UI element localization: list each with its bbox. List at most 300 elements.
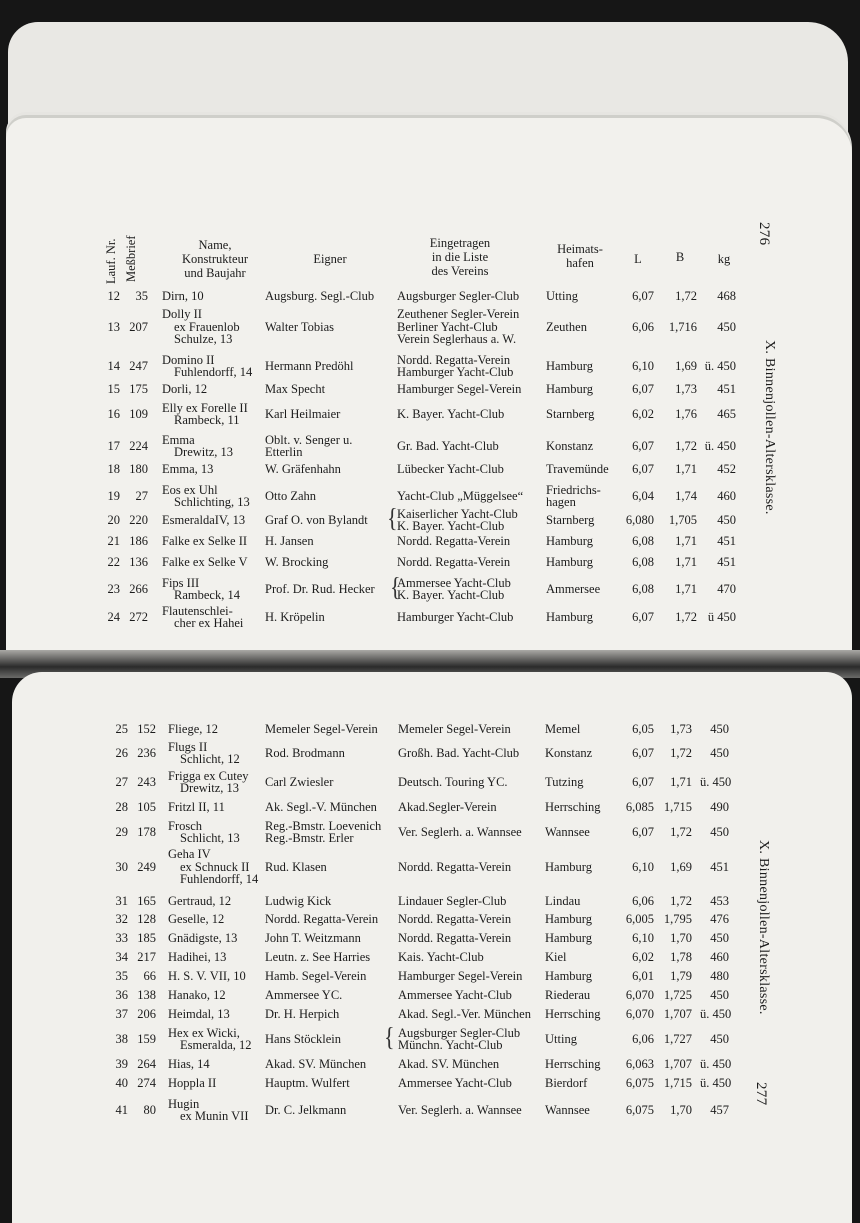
cell-nr: 30: [115, 859, 128, 874]
cell-nr: 23: [107, 581, 120, 596]
cell-kg: 450: [710, 930, 729, 945]
cell-nr: 14: [107, 358, 120, 373]
cell-name-line: ex Schnuck II: [180, 859, 250, 874]
cell-eigner-line: H. Jansen: [265, 533, 314, 548]
cell-name: [168, 913, 224, 926]
cell-name: [168, 1098, 249, 1123]
cell-mb: 80: [143, 1102, 156, 1117]
cell-name-line: Gnädigste, 13: [168, 930, 238, 945]
cell-kg: ü. 450: [700, 1056, 732, 1071]
cell-hafen: [545, 951, 567, 964]
cell-nr: 36: [115, 987, 128, 1002]
cell-l: 6,005: [625, 911, 654, 926]
cell-verein: [398, 1027, 520, 1052]
cell-mb: 249: [137, 859, 156, 874]
cell-l: 6,04: [632, 488, 654, 503]
cell-name: [162, 402, 248, 427]
cell-hafen-line: Starnberg: [546, 406, 595, 421]
cell-verein-line: K. Bayer. Yacht-Club: [397, 519, 505, 533]
cell-nr: 18: [107, 461, 120, 476]
cell-b: 1,72: [670, 745, 692, 760]
cell-eigner-line: Carl Zwiesler: [265, 774, 334, 789]
cell-eigner-line: W. Brocking: [265, 554, 329, 569]
cell-verein-line: Nordd. Regatta-Verein: [397, 352, 511, 367]
cell-l: 6,070: [625, 1006, 654, 1021]
cell-eigner: [265, 1104, 346, 1117]
cell-hafen-line: Travemünde: [546, 461, 609, 476]
cell-name: [168, 895, 231, 908]
cell-name-line: ex Munin VII: [180, 1109, 249, 1123]
cell-verein-line: K. Bayer. Yacht-Club: [397, 588, 505, 602]
cell-eigner: [265, 611, 325, 624]
cell-verein-line: Kaiserlicher Yacht-Club: [397, 506, 518, 521]
cell-l: 6,07: [632, 288, 654, 303]
cell-hafen-line: Hamburg: [545, 930, 592, 945]
cell-eigner-line: Akad. SV. München: [265, 1056, 367, 1071]
cell-verein: [398, 895, 506, 908]
cell-eigner: [265, 583, 375, 596]
cell-kg: 451: [717, 554, 736, 569]
cell-name-line: Fuhlendorff, 14: [180, 872, 259, 887]
cell-eigner-line: Ak. Segl.-V. München: [265, 799, 377, 814]
cell-verein: [397, 408, 504, 421]
cell-hafen: [545, 1008, 601, 1021]
cell-name-line: Schlichting, 13: [174, 495, 250, 509]
cell-verein-line: Nordd. Regatta-Verein: [397, 554, 511, 569]
cell-l: 6,075: [625, 1102, 654, 1117]
cell-l: 6,07: [632, 381, 654, 396]
cell-eigner-line: Hans Stöcklein: [265, 1031, 342, 1046]
cell-eigner-line: Leutn. z. See Harries: [265, 949, 371, 964]
cell-name-line: Schlicht, 13: [180, 831, 240, 845]
cell-hafen-line: Friedrichs-: [546, 482, 601, 497]
cell-eigner-line: Memeler Segel-Verein: [265, 721, 378, 736]
cell-nr: 17: [107, 438, 120, 453]
cell-mb: 220: [129, 512, 148, 527]
cell-name: [168, 1008, 230, 1021]
cell-eigner-line: Karl Heilmaier: [265, 406, 341, 421]
cell-mb: 264: [137, 1056, 156, 1071]
cell-eigner: [265, 951, 370, 964]
cell-name-line: Hias, 14: [168, 1056, 210, 1071]
cell-b: 1,705: [668, 512, 697, 527]
cell-verein: [398, 1008, 531, 1021]
cell-eigner-line: John T. Weitzmann: [265, 930, 361, 945]
cell-eigner: [265, 970, 366, 983]
cell-verein-line: Nordd. Regatta-Verein: [398, 859, 512, 874]
cell-hafen: [546, 484, 601, 509]
cell-name-line: Hoppla II: [168, 1075, 217, 1090]
cell-eigner: [265, 556, 328, 569]
cell-verein-line: Hamburger Yacht-Club: [397, 365, 514, 379]
cell-verein: [397, 440, 499, 453]
cell-name-line: Flautenschlei-: [162, 603, 233, 618]
cell-eigner-line: Walter Tobias: [265, 319, 335, 334]
cell-eigner-line: Hermann Predöhl: [265, 358, 354, 373]
header-messbrief: Meßbrief: [124, 235, 138, 282]
cell-name-line: Drewitz, 13: [180, 781, 240, 795]
cell-l: 6,08: [632, 533, 654, 548]
cell-kg: ü. 450: [700, 1075, 732, 1090]
side-title-bottom: X. Binnenjollen-Altersklasse.: [756, 840, 771, 1015]
cell-hafen: [546, 360, 593, 373]
brace-mark: {: [384, 1021, 395, 1052]
cell-name-line: cher ex Hahei: [174, 616, 244, 630]
cell-eigner-line: H. Kröpelin: [265, 609, 325, 624]
cell-name-line: Emma, 13: [162, 461, 214, 476]
cell-hafen: [545, 723, 580, 736]
cell-b: 1,707: [663, 1006, 692, 1021]
cell-l: 6,07: [632, 824, 654, 839]
cell-verein: [397, 308, 519, 346]
cell-mb: 186: [129, 533, 148, 548]
cell-hafen-line: Lindau: [545, 893, 581, 908]
cell-mb: 152: [137, 721, 156, 736]
cell-name: [168, 820, 240, 845]
cell-eigner: [265, 895, 331, 908]
cell-verein-line: Nordd. Regatta-Verein: [398, 930, 512, 945]
cell-hafen-line: Hamburg: [546, 554, 593, 569]
cell-name-line: Drewitz, 13: [174, 445, 234, 459]
cell-hafen-line: Konstanz: [545, 745, 593, 760]
cell-name: [162, 383, 207, 396]
cell-b: 1,69: [675, 358, 697, 373]
cell-name-line: Esmeralda, 12: [180, 1038, 252, 1052]
cell-hafen-line: Hamburg: [546, 381, 593, 396]
header-eigner: Eigner: [313, 252, 347, 266]
cell-eigner: [265, 408, 340, 421]
cell-name-line: Dorli, 12: [162, 381, 208, 396]
cell-verein-line: Großh. Bad. Yacht-Club: [398, 745, 520, 760]
cell-name: [168, 741, 240, 766]
cell-nr: 38: [115, 1031, 128, 1046]
cell-name: [168, 970, 246, 983]
cell-nr: 13: [107, 319, 120, 334]
cell-nr: 31: [115, 893, 128, 908]
cell-name-line: Hadihei, 13: [168, 949, 227, 964]
cell-kg: 465: [717, 406, 736, 421]
cell-mb: 178: [137, 824, 156, 839]
cell-hafen: [545, 913, 592, 926]
cell-l: 6,063: [625, 1056, 654, 1071]
cell-name: [162, 290, 204, 303]
cell-name-line: Fritzl II, 11: [168, 799, 225, 814]
cell-mb: 128: [137, 911, 156, 926]
cell-mb: 159: [137, 1031, 156, 1046]
cell-b: 1,73: [675, 381, 697, 396]
cell-hafen-line: Zeuthen: [546, 319, 587, 334]
cell-nr: 21: [107, 533, 120, 548]
cell-nr: 19: [107, 488, 120, 503]
cell-b: 1,78: [670, 949, 692, 964]
cell-eigner-line: Otto Zahn: [265, 488, 317, 503]
cell-eigner: [265, 490, 316, 503]
cell-l: 6,07: [632, 438, 654, 453]
cell-verein: [398, 723, 511, 736]
cell-eigner: [265, 383, 325, 396]
cell-l: 6,10: [632, 930, 654, 945]
cell-kg: 490: [710, 799, 729, 814]
cell-name: [168, 1027, 252, 1052]
cell-hafen: [546, 535, 593, 548]
cell-mb: 266: [129, 581, 148, 596]
cell-verein: [397, 463, 504, 476]
cell-mb: 66: [143, 968, 156, 983]
cell-verein: [397, 290, 519, 303]
cell-nr: 24: [107, 609, 120, 624]
cell-eigner-line: Rud. Klasen: [265, 859, 327, 874]
cell-hafen: [545, 989, 590, 1002]
cell-l: 6,06: [632, 893, 654, 908]
cell-mb: 247: [129, 358, 148, 373]
cell-verein: [397, 354, 513, 379]
cell-kg: 452: [717, 461, 736, 476]
cell-eigner: [265, 535, 314, 548]
cell-eigner: [265, 861, 327, 874]
cell-mb: 272: [129, 609, 148, 624]
cell-name-line: Falke ex Selke V: [162, 554, 248, 569]
cell-l: 6,10: [632, 358, 654, 373]
cell-l: 6,07: [632, 745, 654, 760]
cell-name-line: Schulze, 13: [174, 332, 233, 347]
cell-name-line: Hugin: [168, 1096, 200, 1111]
cell-hafen-line: Hamburg: [545, 859, 592, 874]
cell-mb: 243: [137, 774, 156, 789]
cell-verein-line: Ver. Seglerh. a. Wannsee: [398, 1102, 522, 1117]
cell-nr: 28: [115, 799, 128, 814]
cell-name-line: ex Frauenlob: [174, 319, 240, 334]
cell-name-line: Domino II: [162, 352, 215, 367]
cell-eigner: [265, 1077, 350, 1090]
cell-nr: 34: [115, 949, 128, 964]
cell-hafen-line: Starnberg: [546, 512, 595, 527]
cell-verein-line: Deutsch. Touring YC.: [398, 774, 508, 789]
cell-mb: 217: [137, 949, 156, 964]
header-eingetragen: Eingetragen in die Liste des Vereins: [429, 236, 491, 278]
page-edge-back: [8, 22, 848, 132]
cell-b: 1,72: [670, 893, 692, 908]
cell-name: [162, 514, 245, 527]
cell-name-line: Flugs II: [168, 739, 208, 754]
cell-name-line: Rambeck, 14: [174, 588, 240, 602]
cell-name-line: Eos ex Uhl: [162, 482, 218, 497]
cell-name-line: H. S. V. VII, 10: [168, 968, 246, 983]
cell-verein-line: Gr. Bad. Yacht-Club: [397, 438, 499, 453]
cell-eigner: [265, 913, 378, 926]
cell-mb: 207: [129, 319, 148, 334]
cell-mb: 165: [137, 893, 156, 908]
cell-verein-line: Zeuthener Segler-Verein: [397, 307, 520, 322]
cell-kg: ü. 450: [700, 1006, 732, 1021]
cell-name-line: Hanako, 12: [168, 987, 226, 1002]
cell-nr: 16: [107, 406, 120, 421]
cell-nr: 39: [115, 1056, 128, 1071]
cell-verein: [398, 970, 522, 983]
cell-eigner-line: Reg.-Bmstr. Erler: [265, 831, 354, 845]
cell-hafen-line: Hamburg: [546, 533, 593, 548]
cell-hafen: [545, 826, 590, 839]
cell-mb: 105: [137, 799, 156, 814]
cell-hafen-line: Herrsching: [545, 1006, 601, 1021]
cell-verein-line: Memeler Segel-Verein: [398, 721, 511, 736]
cell-name: [168, 723, 218, 736]
cell-nr: 40: [115, 1075, 128, 1090]
cell-name-line: Gertraud, 12: [168, 893, 232, 908]
cell-nr: 26: [115, 745, 128, 760]
cell-mb: 138: [137, 987, 156, 1002]
cell-l: 6,02: [632, 406, 654, 421]
cell-name-line: Rambeck, 11: [174, 413, 240, 427]
cell-eigner-line: Reg.-Bmstr. Loevenich: [265, 818, 382, 833]
cell-eigner: [265, 747, 345, 760]
cell-b: 1,725: [663, 987, 692, 1002]
cell-verein: [398, 776, 508, 789]
header-kg: kg: [717, 252, 731, 266]
cell-kg: ü. 450: [704, 358, 736, 373]
cell-verein-line: Lindauer Segler-Club: [398, 893, 507, 908]
cell-verein: [398, 989, 512, 1002]
cell-b: 1,72: [675, 288, 697, 303]
cell-name: [168, 801, 225, 814]
cell-eigner-line: Augsburg. Segl.-Club: [265, 288, 375, 303]
cell-b: 1,727: [663, 1031, 692, 1046]
cell-verein: [398, 951, 484, 964]
cell-eigner-line: Graf O. von Bylandt: [265, 512, 368, 527]
cell-b: 1,715: [663, 799, 692, 814]
cell-hafen-line: Herrsching: [545, 1056, 601, 1071]
cell-mb: 180: [129, 461, 148, 476]
cell-eigner: [265, 1008, 339, 1021]
cell-verein: [397, 535, 510, 548]
cell-hafen: [545, 776, 583, 789]
page-number-276: 276: [756, 222, 772, 246]
cell-nr: 32: [115, 911, 128, 926]
cell-b: 1,71: [675, 554, 697, 569]
cell-hafen-line: Hamburg: [546, 358, 593, 373]
cell-verein-line: Hamburger Segel-Verein: [398, 968, 523, 983]
cell-hafen: [545, 1033, 577, 1046]
cell-hafen: [545, 861, 592, 874]
cell-kg: 451: [717, 381, 736, 396]
cell-b: 1,72: [670, 824, 692, 839]
cell-kg: 450: [710, 987, 729, 1002]
header-l: L: [634, 252, 642, 266]
cell-kg: 470: [717, 581, 736, 596]
cell-hafen: [545, 747, 592, 760]
cell-b: 1,70: [670, 1102, 692, 1117]
cell-nr: 33: [115, 930, 128, 945]
cell-hafen: [546, 583, 600, 596]
cell-eigner: [265, 723, 378, 736]
cell-verein: [397, 490, 523, 503]
cell-name-line: Geha IV: [168, 847, 211, 862]
cell-verein-line: Ammersee Yacht-Club: [398, 1075, 512, 1090]
cell-verein: [397, 556, 510, 569]
cell-name: [162, 308, 240, 346]
cell-verein-line: Lübecker Yacht-Club: [397, 461, 504, 476]
cell-verein: [398, 1058, 499, 1071]
cell-hafen: [546, 611, 593, 624]
cell-eigner-line: Oblt. v. Senger u.: [265, 432, 353, 447]
cell-kg: 480: [710, 968, 729, 983]
cell-kg: 451: [717, 533, 736, 548]
cell-verein: [398, 861, 511, 874]
cell-name: [168, 770, 249, 795]
cell-verein: [398, 932, 511, 945]
cell-verein: [398, 826, 522, 839]
cell-name: [168, 951, 226, 964]
cell-eigner-line: Hauptm. Wulfert: [265, 1075, 350, 1090]
cell-mb: 136: [129, 554, 148, 569]
cell-nr: 15: [107, 381, 120, 396]
cell-nr: 25: [115, 721, 128, 736]
cell-hafen-line: Hamburg: [546, 609, 593, 624]
page-number-277: 277: [753, 1082, 769, 1106]
cell-eigner-line: Dr. C. Jelkmann: [265, 1102, 347, 1117]
cell-eigner: [265, 514, 368, 527]
cell-verein: [398, 913, 511, 926]
cell-eigner-line: Ludwig Kick: [265, 893, 332, 908]
cell-name: [162, 577, 240, 602]
cell-nr: 22: [107, 554, 120, 569]
cell-eigner: [265, 1033, 341, 1046]
cell-b: 1,74: [675, 488, 697, 503]
cell-b: 1,71: [675, 533, 697, 548]
cell-name-line: Elly ex Forelle II: [162, 400, 248, 415]
cell-verein-line: Münchn. Yacht-Club: [398, 1038, 503, 1052]
cell-kg: 450: [717, 319, 736, 334]
cell-hafen-line: Ammersee: [546, 581, 601, 596]
cell-hafen-line: Tutzing: [545, 774, 584, 789]
cell-name: [168, 1058, 210, 1071]
cell-name: [168, 848, 258, 886]
cell-hafen-line: Konstanz: [546, 438, 594, 453]
cell-name: [162, 434, 233, 459]
cell-name: [168, 989, 226, 1002]
cell-eigner: [265, 989, 342, 1002]
cell-b: 1,73: [670, 721, 692, 736]
cell-hafen-line: Utting: [546, 288, 578, 303]
cell-mb: 224: [129, 438, 148, 453]
cell-l: 6,05: [632, 721, 654, 736]
cell-name-line: Dolly II: [162, 307, 202, 322]
cell-hafen-line: Memel: [545, 721, 581, 736]
cell-verein-line: Ammersee Yacht-Club: [397, 575, 511, 590]
cell-eigner: [265, 463, 341, 476]
cell-mb: 274: [137, 1075, 156, 1090]
cell-b: 1,71: [675, 581, 697, 596]
cell-verein: [397, 611, 513, 624]
cell-kg: 450: [710, 721, 729, 736]
cell-eigner-line: Max Specht: [265, 381, 326, 396]
cell-hafen: [546, 556, 593, 569]
cell-b: 1,72: [675, 609, 697, 624]
cell-eigner: [265, 932, 361, 945]
cell-nr: 27: [115, 774, 128, 789]
cell-eigner-line: W. Gräfenhahn: [265, 461, 341, 476]
cell-b: 1,79: [670, 968, 692, 983]
header-heimatshafen: Heimats- hafen: [557, 242, 603, 270]
cell-eigner: [265, 801, 377, 814]
cell-eigner-line: Etterlin: [265, 445, 303, 459]
cell-hafen: [546, 290, 578, 303]
cell-name: [168, 1077, 216, 1090]
cell-name: [162, 484, 250, 509]
cell-name: [162, 535, 247, 548]
cell-l: 6,07: [632, 609, 654, 624]
cell-l: 6,10: [632, 859, 654, 874]
cell-hafen-line: Utting: [545, 1031, 577, 1046]
